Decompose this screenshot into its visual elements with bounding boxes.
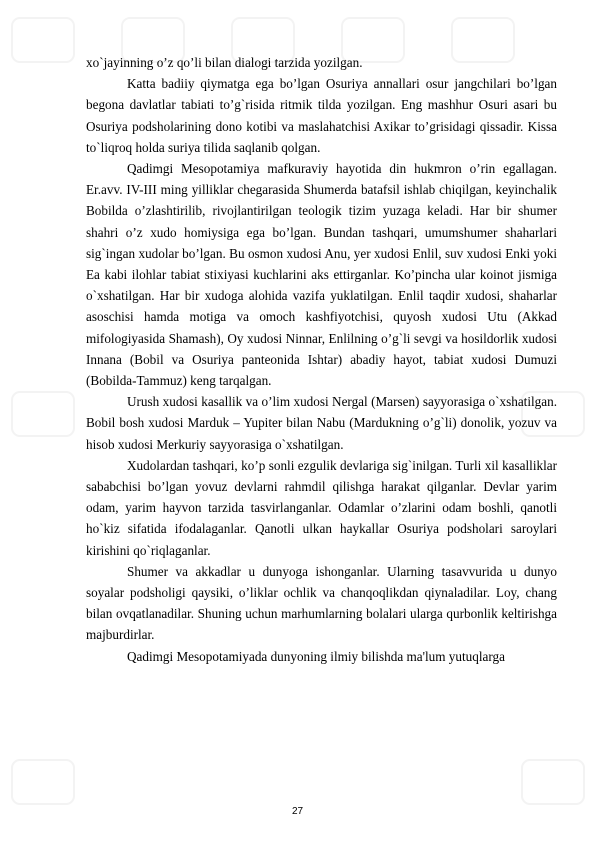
paragraph-science-start: Qadimgi Mesopotamiyada dunyoning ilmiy bilishda ma'lum yutuqlarga (127, 648, 505, 664)
paragraph-devils: Xudolardan tashqari, ko’p sonli ezgulik devlariga sig`inilgan. Turli xil kasalliklar sababchisi bo’lgan yovuz devlarni rahmdil qilishga harakat qilganlar. Devlar yarim odam, yarim hayvon tarzida tasvirlanganlar. Odamlar o’zlarini odam boshli, qanotli ho`kiz sifatida ifodalaganlar. Qanotli ulkan haykallar Osuriya podsholari saroylari kirishini qo`riqlaganlar. (86, 457, 557, 558)
paragraph-osuriya-annals: Katta badiiy qiymatga ega bo’lgan Osuriya annallari osur jangchilari bo’lgan begona davlatlar tabiati to’g`risida ritmik tilda yozilgan. Eng mashhur Osuri asari bu Osuriya podsholarining dono kotibi va maslahatchisi Axikar to’grisidagi qissadir. Kissa to`liqroq holda suriya tilida saqlanib qolgan. (86, 76, 557, 155)
paragraph-mesopotamian-religion: Qadimgi Mesopotamiya mafkuraviy hayotida din hukmron o’rin egallagan. Er.avv. IV-III ming yilliklar chegarasida Shumerda batafsil ishlab chiqilgan, keyinchalik Bobilda o’zlashtirilib, rivojlantirilgan teologik tizim yuzaga keladi. Har bir shumer shahri o’z xudo homiysiga ega bo’lgan. Bundan tashqari, umumshumer shaharlari sig`ingan xudolar bo’lgan. Bu osmon xudosi Anu, yer xudosi Enlil, suv xudosi Enki yoki Ea kabi ilohlar tabiat stixiyasi kuchlarini aks ettirganlar. Ko’pincha ular koinot jismiga o`xshatilgan. Har bir xudoga alohida vazifa yuklatilgan. Enlil taqdir xudosi, shaharlar asoschisi hamda motiga va omoch kashfiyotchisi, quyosh xudosi Utu (Akkad mifologiyasida Shamash), Oy xudosi Ninnar, Enlilning o’g`li sevgi va hosildorlik xudosi Innana (Bobil va Osuriya panteonida Ishtar) abadiy hayot, tabiat xudosi Dumuzi (Bobilda-Tammuz) keng tarqalgan. (86, 161, 557, 389)
page-number: 27 (291, 806, 304, 817)
paragraph-war-gods: Urush xudosi kasallik va o’lim xudosi Nergal (Marsen) sayyorasiga o`xshatilgan. Bobil bosh xudosi Marduk – Yupiter bilan Nabu (Mardukning o’g`li) donolik, yozuv va hisob xudosi Merkuriy sayyorasiga o`xshatilgan. (86, 394, 557, 452)
document-body (86, 52, 557, 667)
paragraph-continuation: xo`jayinning o’z qo’li bilan dialogi tarzida yozilgan. (86, 55, 363, 70)
paragraph-afterlife: Shumer va akkadlar u dunyoga ishonganlar. Ularning tasavvurida u dunyo soyalar podsholigi qaysiki, o’liklar ochlik va chanqoqlikdan qiynaladilar. Loy, chang bilan ovqatlanadilar. Shuning uchun marhumlarning bolalari ularga qurbonlik keltirishga majburdirlar. (86, 563, 557, 643)
